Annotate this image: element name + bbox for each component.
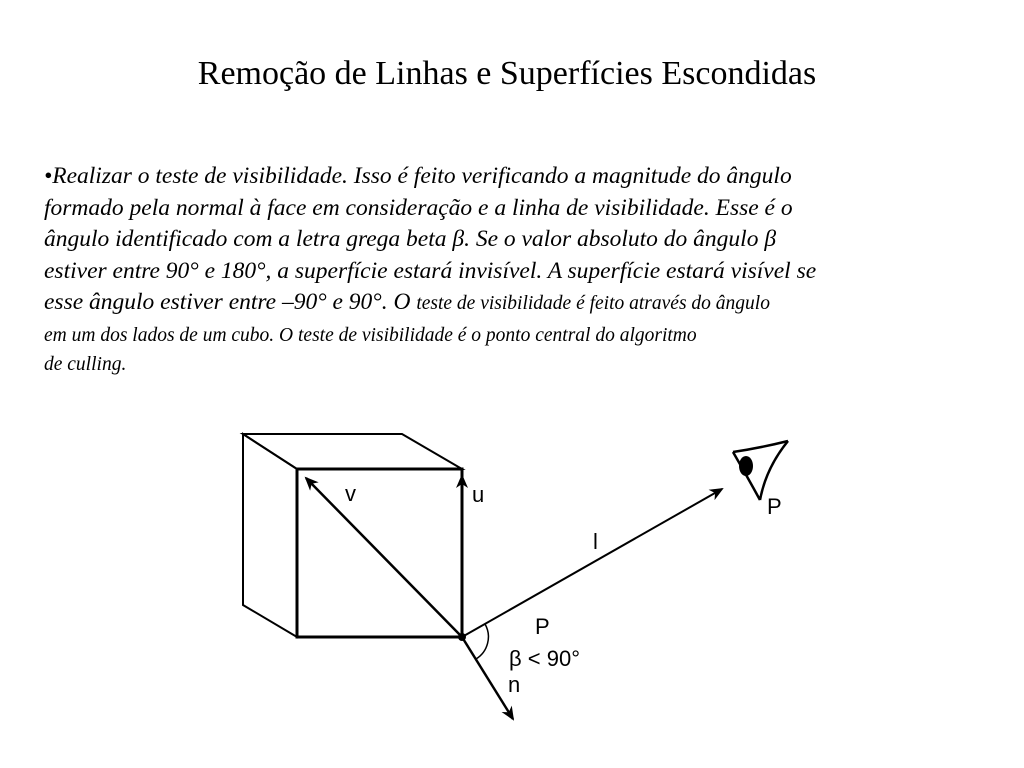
label-v: v (345, 481, 356, 506)
point-p-dot (458, 633, 466, 641)
cube-top-face (243, 434, 462, 469)
paragraph-line-1: Realizar o teste de visibilidade. Isso é feito verificando a magnitude do ângulo (52, 163, 792, 189)
paragraph-line-5b: teste de visibilidade é feito através do ângulo (416, 293, 770, 314)
vector-v (306, 478, 462, 637)
paragraph-line-7: de culling. (44, 354, 127, 375)
label-beta: β < 90° (509, 646, 580, 671)
beta-angle-arc (476, 624, 488, 659)
paragraph-line-6: em um dos lados de um cubo. O teste de visibilidade é o ponto central do algoritmo (44, 324, 697, 346)
label-p-point: P (535, 614, 550, 639)
label-n: n (508, 672, 521, 697)
eye-icon (733, 441, 788, 500)
paragraph-line-3: ângulo identificado com a letra grega beta β. Se o valor absoluto do ângulo β (44, 226, 777, 252)
paragraph-line-4: estiver entre 90° e 180°, a superfície estará invisível. A superfície estará visível se (44, 257, 817, 284)
paragraph-line-5a: esse ângulo estiver entre –90° e 90°. O (44, 289, 411, 315)
bullet: • (44, 163, 53, 189)
cube (243, 434, 462, 637)
paragraph-line-2: formado pela normal à face em consideração e a linha de visibilidade. Esse é o (44, 194, 793, 221)
cube-left-face (243, 434, 297, 637)
slide-title: Remoção de Linhas e Superfícies Escondidas (197, 55, 817, 92)
vector-n (462, 637, 513, 719)
vector-l (462, 489, 722, 637)
label-l: l (593, 529, 598, 554)
label-u: u (472, 482, 485, 507)
label-p-eye: P (767, 494, 782, 519)
